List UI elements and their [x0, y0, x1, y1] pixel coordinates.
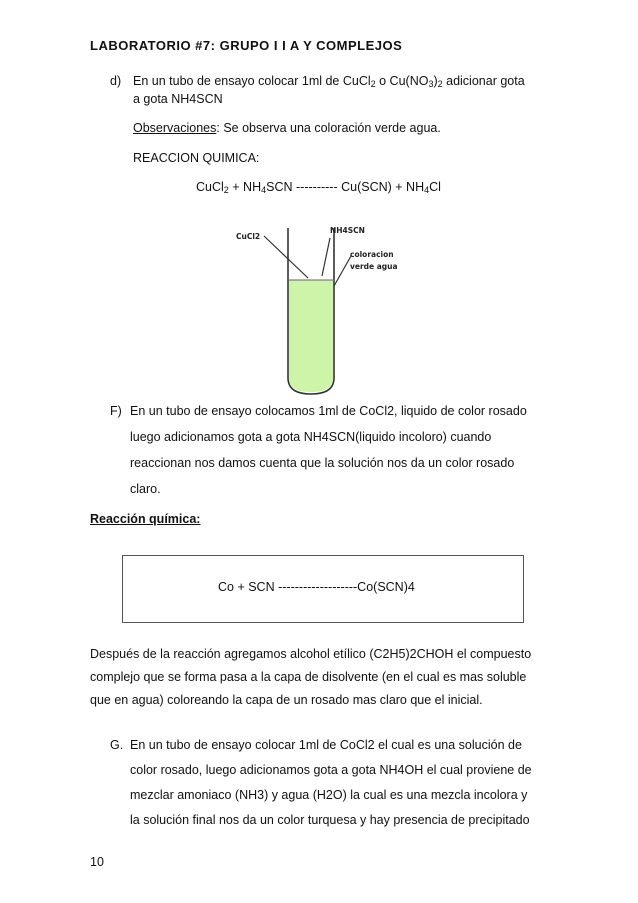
paragraph-line: complejo que se forma pasa a la capa de disolvente (en el cual es mas soluble: [90, 670, 527, 684]
section-g-line: En un tubo de ensayo colocar 1ml de CoCl2 el cual es una solución de: [130, 738, 522, 752]
equation-d: CuCl$_2$ + $NH_4SCN$ ---------- $Cu(SCN) + NH_4Cl$: [196, 180, 441, 195]
page-header: LABORATORIO #7: GRUPO I I A Y COMPLEJOS: [90, 38, 403, 53]
section-d-marker: d): [110, 74, 122, 88]
leader-cucl2: [264, 236, 308, 278]
label-coloracion: coloracion: [350, 250, 394, 259]
section-d-line1: En un tubo de ensayo colocar 1ml de CuCl$_2$ o $Cu(NO_3)_2$ adicionar gota: [133, 74, 525, 89]
observations-label: Observaciones: [133, 121, 217, 135]
label-nh4scn: NH4SCN: [330, 226, 365, 235]
test-tube-figure: [218, 218, 398, 398]
paragraph-line: Después de la reacción agregamos alcohol etílico (C2H5)2CHOH el compuesto: [90, 647, 532, 661]
leader-coloracion: [334, 256, 351, 286]
reaction-box-equation: Co + SCN -------------------Co(SCN)4: [218, 580, 415, 594]
leader-nh4scn: [322, 238, 330, 276]
reaction-heading: Reacción química:: [90, 512, 201, 526]
section-g-line: color rosado, luego adicionamos gota a gota NH4OH el cual proviene de: [130, 763, 532, 777]
section-g-line: mezclar amoniaco (NH3) y agua (H2O) la cual es una mezcla incolora y: [130, 788, 528, 802]
observations: Observaciones: Se observa una coloración verde agua.: [133, 121, 441, 135]
section-f-line: reaccionan nos damos cuenta que la solución nos da un color rosado: [130, 456, 515, 470]
label-verde-agua: verde agua: [350, 262, 398, 271]
tube-liquid: [289, 280, 333, 392]
page-number: 10: [90, 855, 104, 869]
section-f-line: En un tubo de ensayo colocamos 1ml de CoCl2, liquido de color rosado: [130, 404, 527, 418]
section-f-marker: F): [110, 404, 122, 418]
section-d-line2: a gota NH4SCN: [133, 92, 223, 106]
reaction-box: [122, 555, 524, 623]
label-cucl2: CuCl2: [236, 232, 261, 241]
section-g-line: la solución final nos da un color turquesa y hay presencia de precipitado: [130, 813, 530, 827]
paragraph-line: que en agua) coloreando la capa de un rosado mas claro que el inicial.: [90, 693, 483, 707]
section-g-marker: G.: [110, 738, 124, 752]
reaction-label: REACCION QUIMICA:: [133, 151, 260, 165]
section-f-line: luego adicionamos gota a gota NH4SCN(liquido incoloro) cuando: [130, 430, 492, 444]
section-f-line: claro.: [130, 482, 161, 496]
